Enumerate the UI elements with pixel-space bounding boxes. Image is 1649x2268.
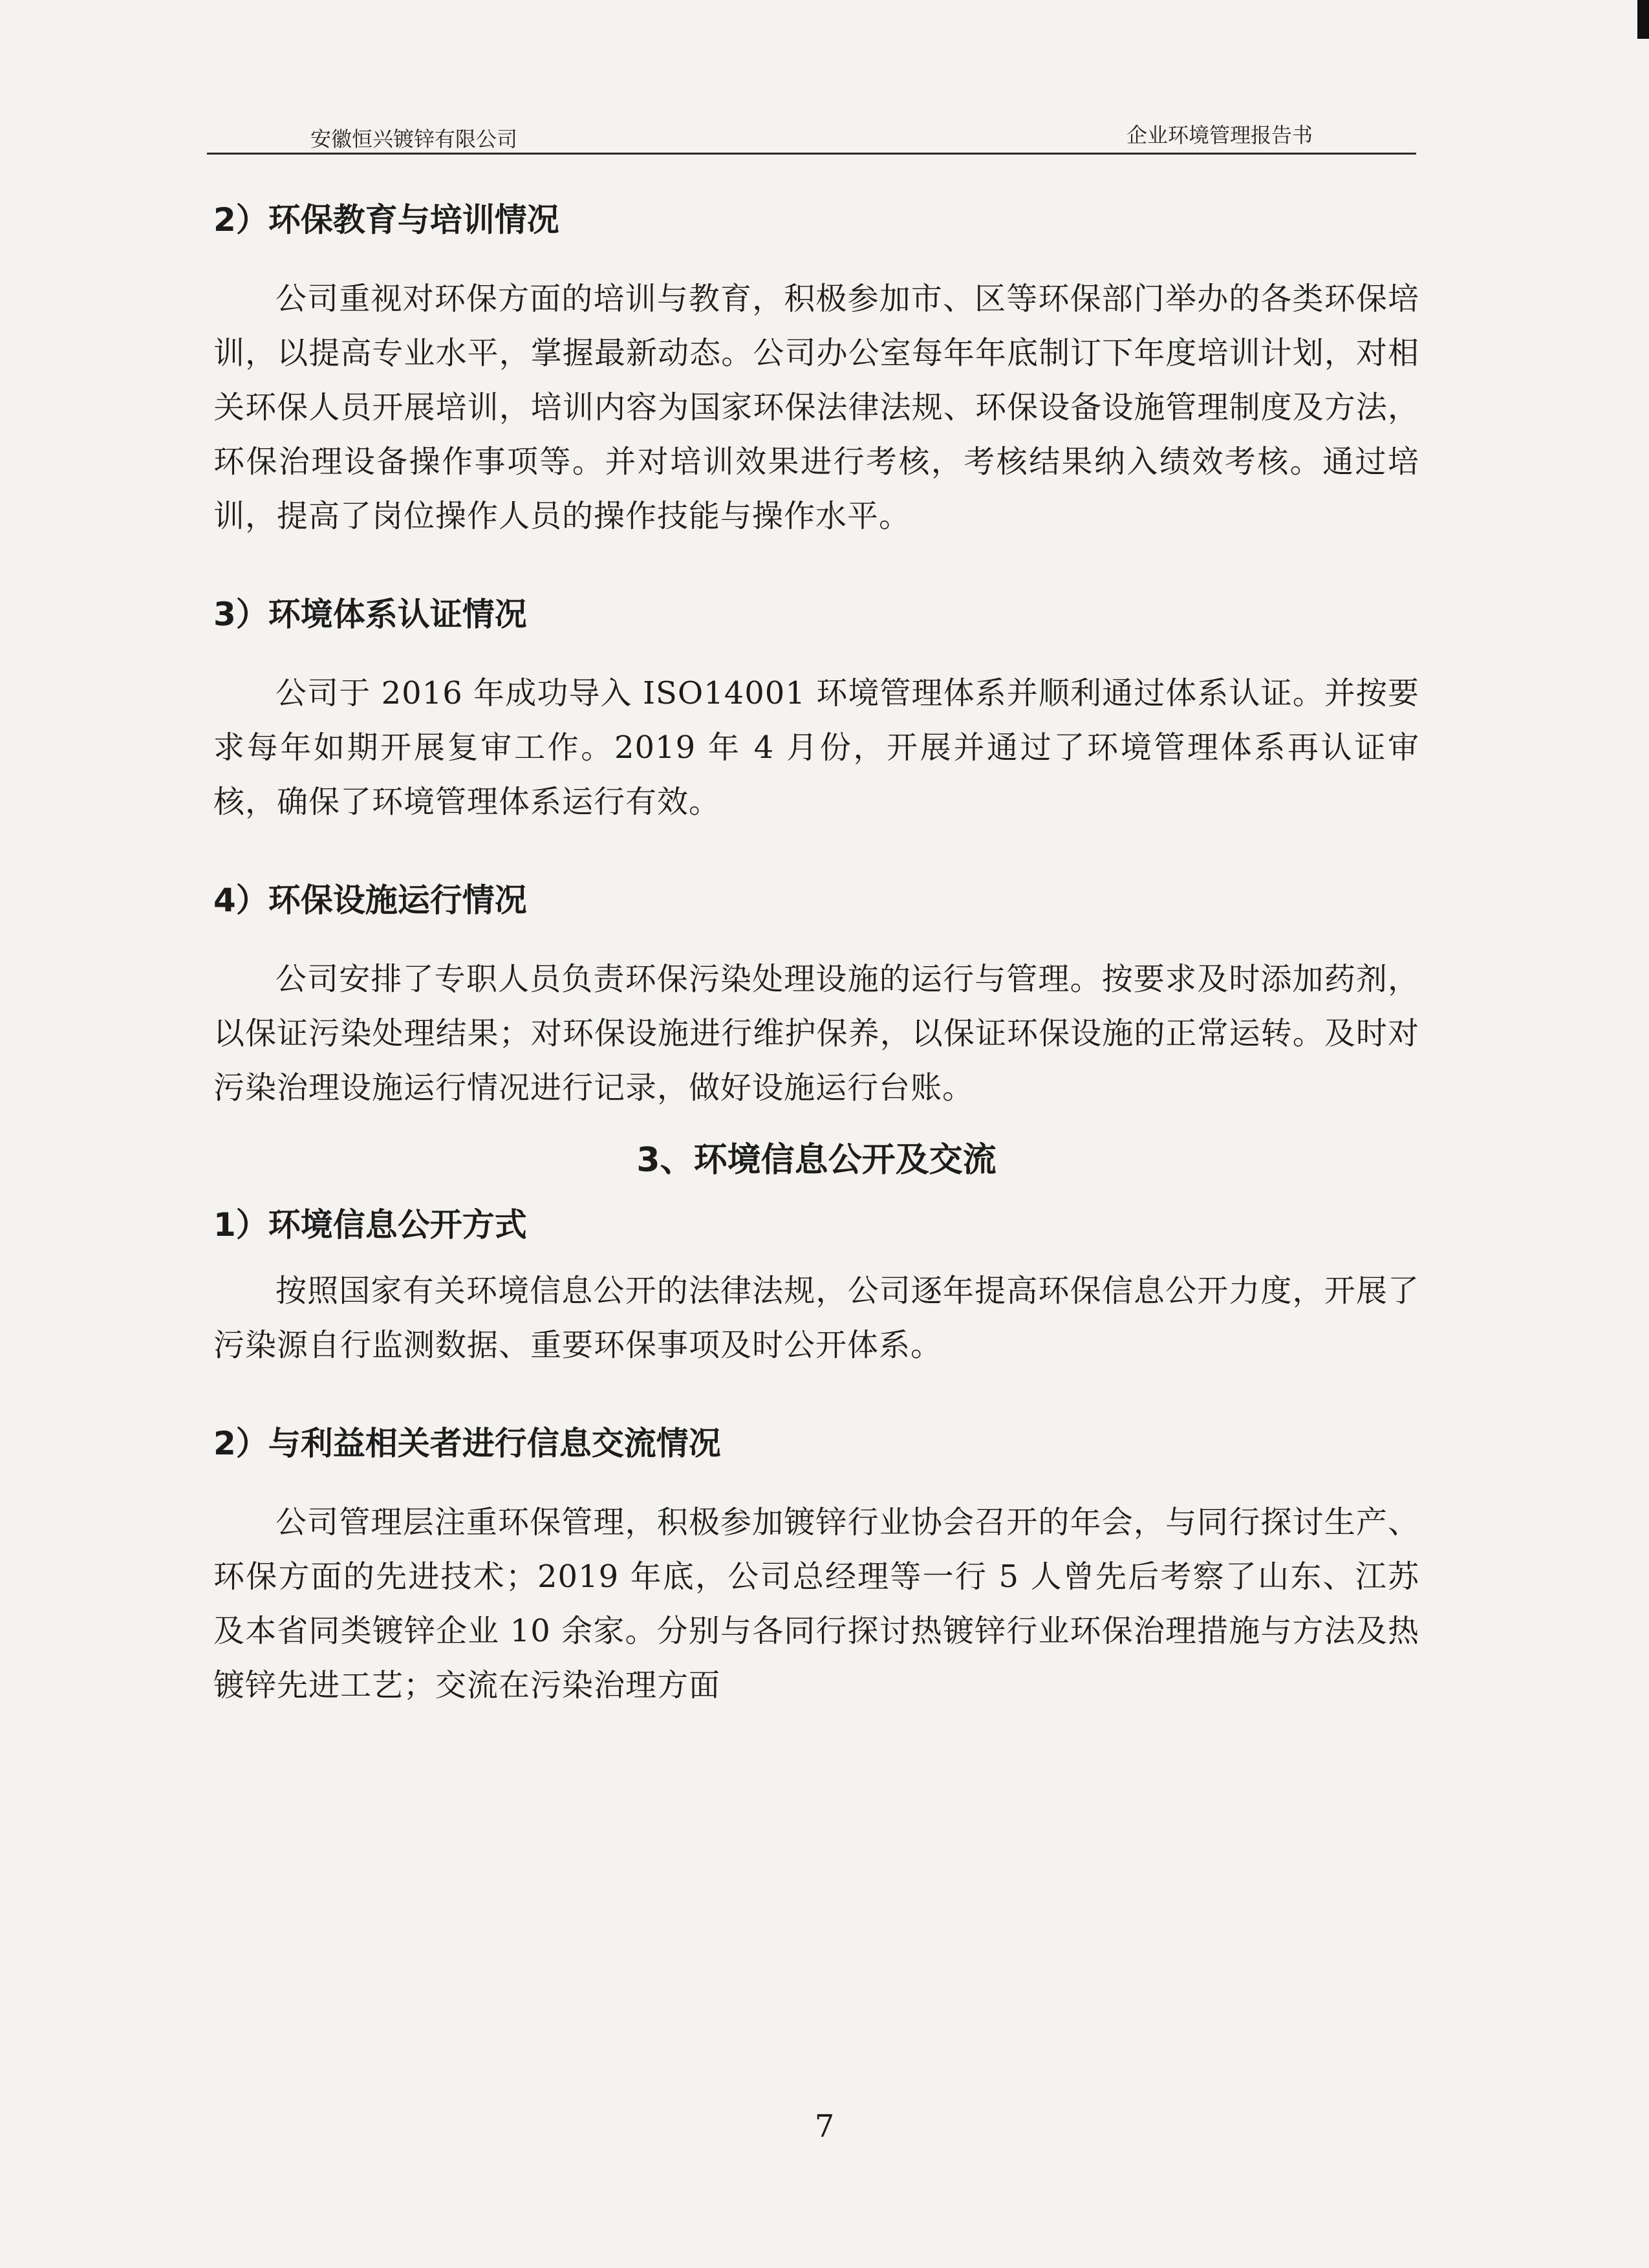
section-heading: 2）与利益相关者进行信息交流情况	[213, 1425, 721, 1462]
section-stakeholder-communication	[213, 1418, 1419, 1712]
section-facilities	[213, 874, 1419, 1115]
page-header	[207, 116, 1416, 153]
section-paragraph: 按照国家有关环境信息公开的法律法规，公司逐年提高环保信息公开力度，开展了污染源自行监测数据、重要环保事项及时公开体系。	[213, 1273, 1419, 1363]
header-divider	[207, 153, 1416, 155]
section-paragraph: 公司安排了专职人员负责环保污染处理设施的运行与管理。按要求及时添加药剂，以保证污染处理结果；对环保设施进行维护保养，以保证环保设施的正常运转。及时对污染治理设施运行情况进行记录，做好设施运行台账。	[213, 961, 1419, 1106]
section-paragraph: 公司于 2016 年成功导入 ISO14001 环境管理体系并顺利通过体系认证。并按要求每年如期开展复审工作。2019 年 4 月份，开展并通过了环境管理体系再认证审核，确保了环境管理体系运行有效。	[213, 675, 1419, 820]
section-certification	[213, 589, 1419, 829]
document-body	[213, 194, 1419, 1758]
scan-edge	[1637, 0, 1649, 39]
section-paragraph: 公司重视对环保方面的培训与教育，积极参加市、区等环保部门举办的各类环保培训，以提高专业水平，掌握最新动态。公司办公室每年年底制订下年度培训计划，对相关环保人员开展培训，培训内容为国家环保法律法规、环保设备设施管理制度及方法，环保治理设备操作事项等。并对培训效果进行考核，考核结果纳入绩效考核。通过培训，提高了岗位操作人员的操作技能与操作水平。	[213, 281, 1419, 534]
section-disclosure	[213, 1199, 1419, 1372]
section-heading: 2）环保教育与培训情况	[213, 201, 559, 239]
company-name: 安徽恒兴镀锌有限公司	[310, 127, 518, 151]
section-paragraph: 公司管理层注重环保管理，积极参加镀锌行业协会召开的年会，与同行探讨生产、环保方面的先进技术；2019 年底，公司总经理等一行 5 人曾先后考察了山东、江苏及本省同类镀锌企业 10 余家。分别与各同行探讨热镀锌行业环保治理措施与方法及热镀锌先进工艺；交流在污染治理方面	[213, 1504, 1419, 1703]
section-heading: 4）环保设施运行情况	[213, 881, 527, 919]
section-training	[213, 194, 1419, 543]
report-title: 企业环境管理报告书	[1126, 123, 1313, 147]
section-heading: 1）环境信息公开方式	[213, 1206, 527, 1244]
section-heading: 3）环境体系认证情况	[213, 596, 527, 633]
page-number: 7	[814, 2108, 835, 2144]
chapter-heading: 3、环境信息公开及交流	[636, 1141, 997, 1180]
